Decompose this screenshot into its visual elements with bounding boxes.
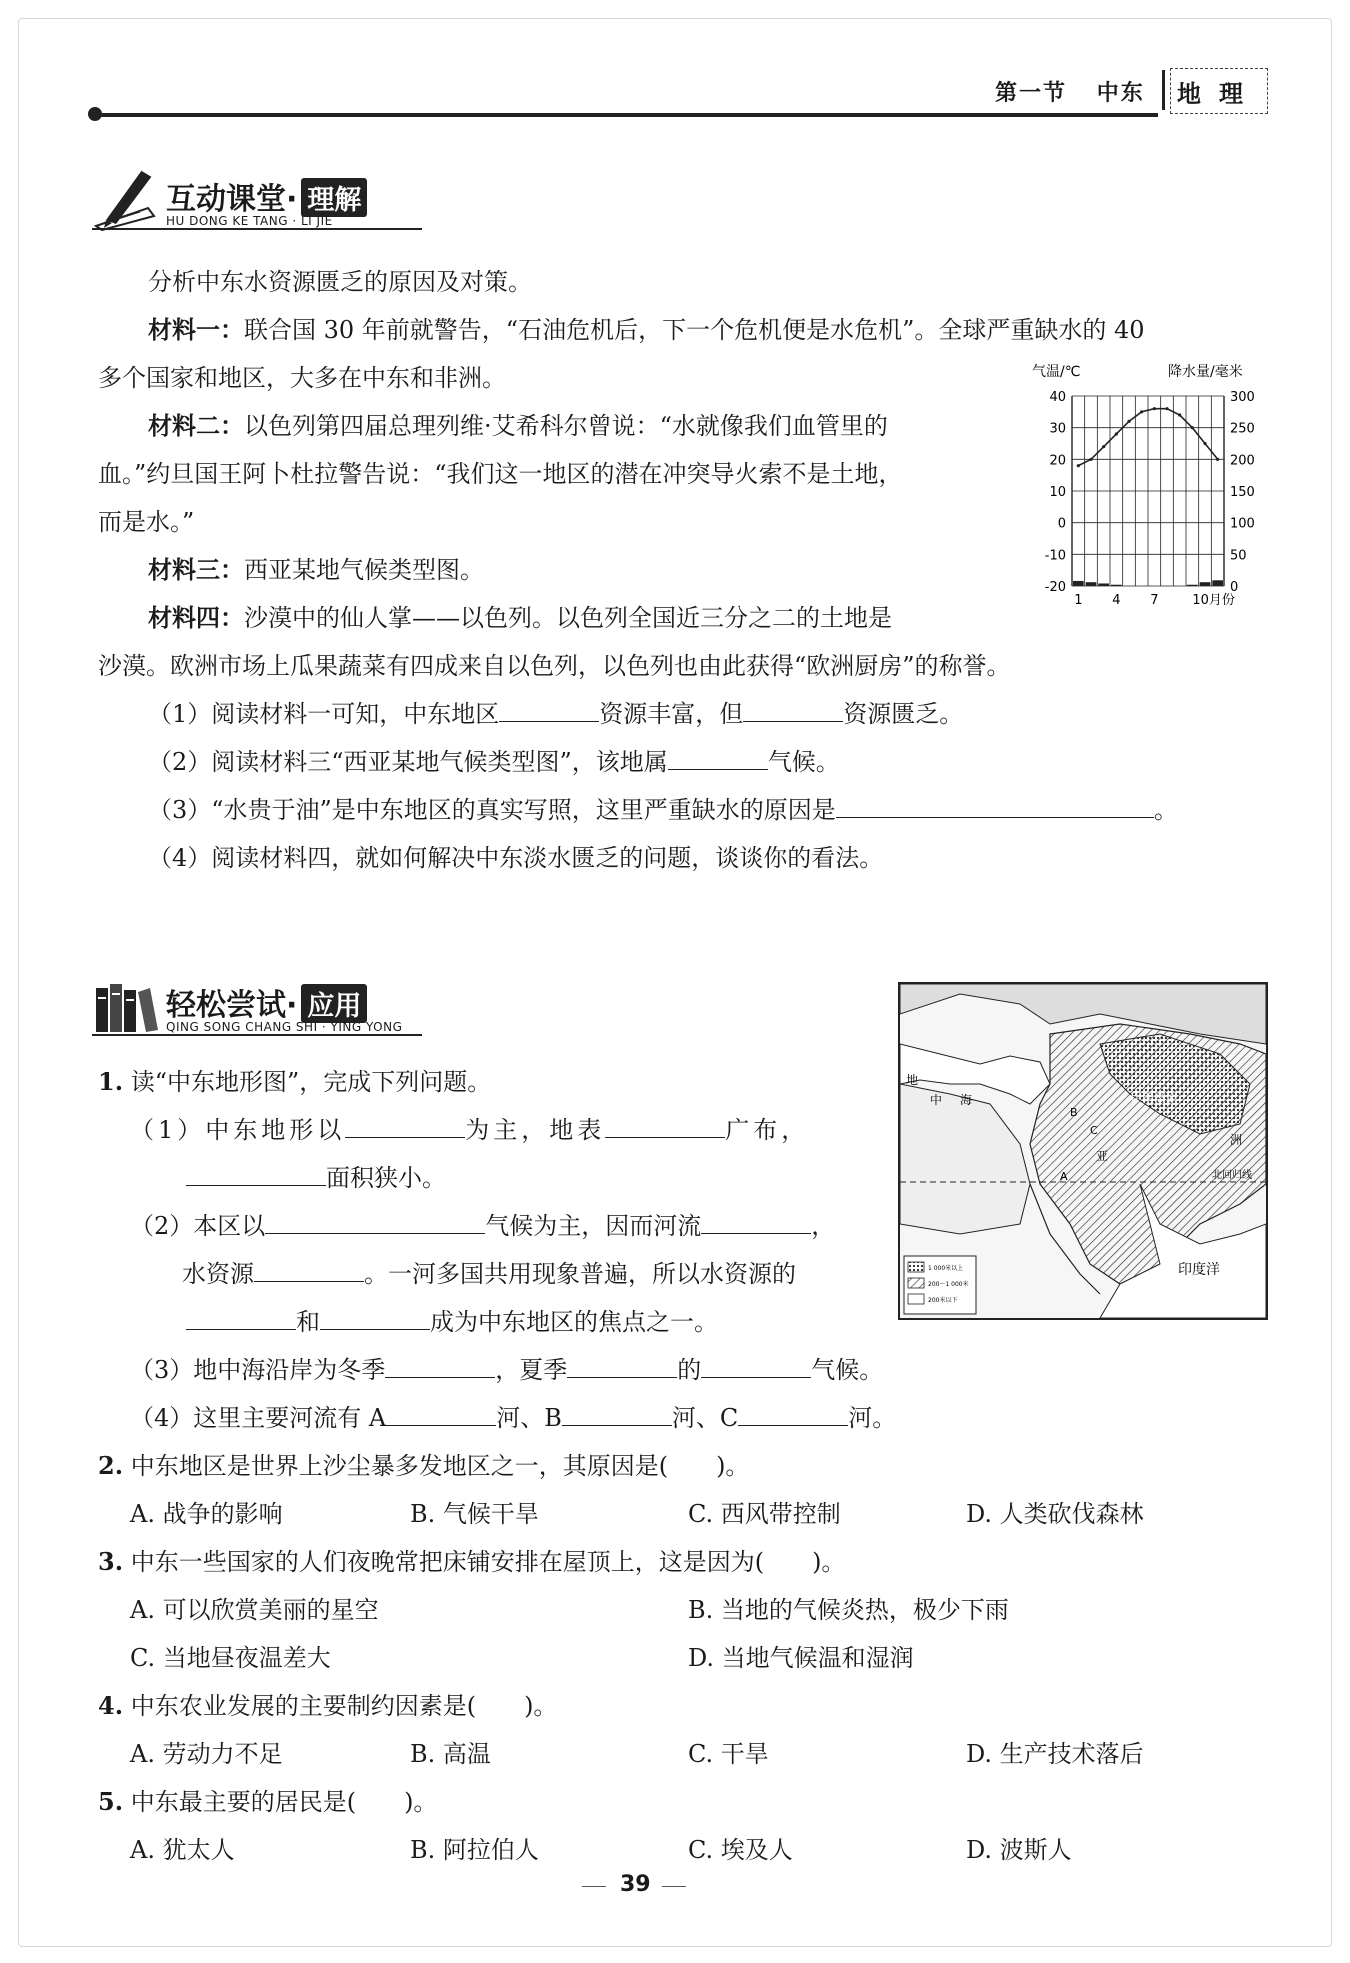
map-label-b: B [1070,1106,1078,1119]
answer-blank[interactable] [701,1211,811,1234]
temperature-point-10 [1191,426,1194,429]
precip-bar-2 [1086,582,1097,586]
interactive-section-title: 互动课堂· 理解 [166,174,367,218]
header-rule [98,113,1158,117]
material-2-line-b: 血。”约旦国王阿卜杜拉警告说：“我们这一地区的潜在冲突导火索不是土地， [98,460,903,488]
precip-bar-3 [1098,583,1109,586]
chart-x-tick: 7 [1150,593,1159,608]
map-label-iran: 伊朗高原 [1130,1091,1179,1105]
books-icon [92,974,162,1038]
temperature-point-6 [1140,410,1143,413]
practice-q1-1: （1）中东地形以 为主，地表 广布， [130,1116,810,1144]
answer-blank[interactable] [254,1259,364,1282]
material-4-line-a: 材料四：沙漠中的仙人掌——以色列。以色列全国近三分之二的土地是 [148,603,892,632]
q4-option-a[interactable]: A. 劳动力不足 [130,1740,283,1768]
page-number-dash [582,1886,606,1887]
precip-bar-1 [1073,581,1084,586]
chart-precip-tick: 300 [1230,390,1255,405]
answer-blank[interactable] [320,1307,430,1330]
chart-x-tick: 4 [1112,593,1121,608]
material-4-line-b: 沙漠。欧洲市场上瓜果蔬菜有四成来自以色列，以色列也由此获得“欧洲厨房”的称誉。 [98,652,1011,680]
precip-bar-4 [1111,585,1122,586]
q5-option-d[interactable]: D. 波斯人 [966,1836,1072,1864]
chart-temp-tick: -20 [1044,580,1066,595]
answer-blank[interactable] [386,1403,496,1426]
question-1-3: （3）“水贵于油”是中东地区的真实写照，这里严重缺水的原因是 。 [148,796,1178,824]
q5-option-b[interactable]: B. 阿拉伯人 [410,1836,539,1864]
chart-temp-tick: 0 [1057,516,1066,532]
practice-q4-stem: 4. 中东农业发展的主要制约因素是( )。 [98,1691,558,1720]
chart-temp-tick: 40 [1049,390,1066,405]
precip-bar-10 [1187,585,1198,586]
answer-blank[interactable] [567,1355,677,1378]
chart-left-axis-label: 气温/℃ [1032,364,1081,380]
subject-badge: 地理 [1170,68,1268,114]
q2-option-c[interactable]: C. 西风带控制 [688,1500,841,1528]
practice-q1-1-cont: 面积狭小。 [186,1154,446,1202]
q4-option-c[interactable]: C. 干旱 [688,1740,769,1768]
chart-temp-tick: 10 [1049,485,1066,500]
chart-precip-tick: 0 [1230,580,1239,595]
answer-blank[interactable] [743,699,843,722]
practice-q1-2: （2）本区以 气候为主，因而河流 ， [130,1212,836,1240]
legend-low: 200米以下 [928,1297,958,1304]
answer-blank[interactable] [265,1211,485,1234]
precip-bar-12 [1212,580,1223,586]
header-separator [1162,70,1165,110]
temperature-point-8 [1165,407,1168,410]
map-label-hai: 海 [960,1093,973,1107]
q2-option-b[interactable]: B. 气候干旱 [410,1500,539,1528]
material-2-line-a: 材料二：以色列第四届总理列维·艾希科尔曾说：“水就像我们血管里的 [148,411,888,440]
material-1-line-a: 材料一：联合国 30 年前就警告，“石油危机后，下一个危机便是水危机”。全球严重缺水的 40 [148,315,1145,344]
q5-option-c[interactable]: C. 埃及人 [688,1836,793,1864]
q3-option-a[interactable]: A. 可以欣赏美丽的星空 [130,1596,379,1624]
practice-q1-2-cont: 水资源 。一河多国共用现象普遍，所以水资源的 [182,1260,796,1288]
practice-q1-stem: 1. 读“中东地形图”，完成下列问题。 [98,1067,492,1096]
chart-precip-tick: 100 [1230,516,1255,532]
climate-chart-svg [1030,360,1270,610]
map-label-ya: 亚 [1096,1149,1109,1163]
q3-option-b[interactable]: B. 当地的气候炎热，极少下雨 [688,1596,1009,1624]
map-label-zhong: 中 [930,1093,943,1107]
q4-option-b[interactable]: B. 高温 [410,1740,491,1768]
practice-section-title: 轻松尝试· 应用 [166,980,367,1024]
temperature-point-11 [1203,442,1206,445]
chart-precip-tick: 200 [1230,453,1255,469]
answer-blank[interactable] [738,1403,848,1426]
answer-blank[interactable] [605,1115,725,1138]
practice-section-pinyin: QING SONG CHANG SHI · YING YONG [166,1020,403,1034]
q3-option-c[interactable]: C. 当地昼夜温差大 [130,1644,331,1672]
legend-mid: 200～1 000米 [928,1281,969,1288]
answer-blank[interactable] [701,1355,811,1378]
practice-q2-stem: 2. 中东地区是世界上沙尘暴多发地区之一，其原因是( )。 [98,1451,750,1480]
interactive-section-heading [92,168,432,238]
map-label-zhou: 洲 [1230,1133,1243,1147]
middle-east-terrain-map [898,982,1268,1320]
q3-option-d[interactable]: D. 当地气候温和湿润 [688,1644,914,1672]
section-label: 第一节 [995,81,1068,106]
header-text [995,76,1165,107]
map-legend [904,1256,976,1314]
answer-blank[interactable] [385,1355,495,1378]
practice-section-heading [92,974,432,1044]
q4-option-d[interactable]: D. 生产技术落后 [966,1740,1144,1768]
interactive-section-pinyin: HU DONG KE TANG · LI JIE [166,214,333,228]
temperature-point-3 [1102,445,1105,448]
material-1-line-b: 多个国家和地区，大多在中东和非洲。 [98,364,506,392]
practice-q1-4: （4）这里主要河流有 A 河、B 河、C 河。 [130,1404,897,1432]
q2-option-d[interactable]: D. 人类砍伐森林 [966,1500,1144,1528]
answer-blank[interactable] [836,795,1154,818]
chart-x-tick: 1 [1074,593,1083,608]
map-label-di: 地 [906,1073,919,1087]
temperature-point-4 [1115,432,1118,435]
answer-blank[interactable] [668,747,768,770]
answer-blank[interactable] [345,1115,465,1138]
q2-option-a[interactable]: A. 战争的影响 [130,1500,283,1528]
heading-underline [92,1034,422,1036]
climate-chart [1030,360,1270,610]
temperature-point-1 [1077,464,1080,467]
understand-tag: 理解 [301,178,367,217]
chart-precip-tick: 250 [1230,421,1255,437]
apply-tag: 应用 [301,984,367,1023]
chart-temp-tick: 30 [1049,421,1066,437]
answer-blank[interactable] [186,1163,326,1186]
chart-temp-tick: 20 [1049,453,1066,469]
heading-underline [92,228,422,230]
question-1-2: （2）阅读材料三“西亚某地气候类型图”，该地属 气候。 [148,748,840,776]
map-label-indian-ocean: 印度洋 [1178,1262,1220,1278]
temperature-point-7 [1153,407,1156,410]
chart-x-tick: 10月份 [1192,593,1235,608]
page-number-dash [662,1886,686,1887]
map-label-tropic: 北回归线 [1212,1170,1252,1181]
practice-q1-2-cont2: 和 成为中东地区的焦点之一。 [186,1298,718,1346]
temperature-point-9 [1178,413,1181,416]
temperature-point-12 [1216,458,1219,461]
chart-precip-tick: 50 [1230,548,1247,564]
pen-paper-icon [92,168,162,232]
material-2-line-c: 而是水。” [98,508,195,536]
topic-label: 中东 [1096,81,1145,106]
material-3: 材料三：西亚某地气候类型图。 [148,555,484,584]
answer-blank[interactable] [499,699,599,722]
chart-precip-tick: 150 [1230,485,1255,500]
practice-q5-stem: 5. 中东最主要的居民是( )。 [98,1787,438,1816]
practice-q3-stem: 3. 中东一些国家的人们夜晚常把床铺安排在屋顶上，这是因为( )。 [98,1547,846,1576]
map-label-a: A [1060,1170,1068,1183]
chart-right-axis-label: 降水量/毫米 [1168,364,1243,380]
chart-temp-tick: -10 [1044,548,1066,564]
intro-text: 分析中东水资源匮乏的原因及对策。 [148,268,532,296]
temperature-point-2 [1089,458,1092,461]
map-label-c: C [1090,1124,1098,1137]
answer-blank[interactable] [562,1403,672,1426]
page-number: 39 [620,1872,651,1897]
question-1-4: （4）阅读材料四，就如何解决中东淡水匮乏的问题，谈谈你的看法。 [148,844,884,872]
question-1-1: （1）阅读材料一可知，中东地区 资源丰富，但 资源匮乏。 [148,700,964,728]
temperature-point-5 [1127,420,1130,423]
answer-blank[interactable] [186,1307,296,1330]
legend-high: 1 000米以上 [928,1265,964,1272]
precip-bar-11 [1200,582,1211,586]
q5-option-a[interactable]: A. 犹太人 [130,1836,235,1864]
practice-q1-3: （3）地中海沿岸为冬季 ，夏季 的 气候。 [130,1356,884,1384]
